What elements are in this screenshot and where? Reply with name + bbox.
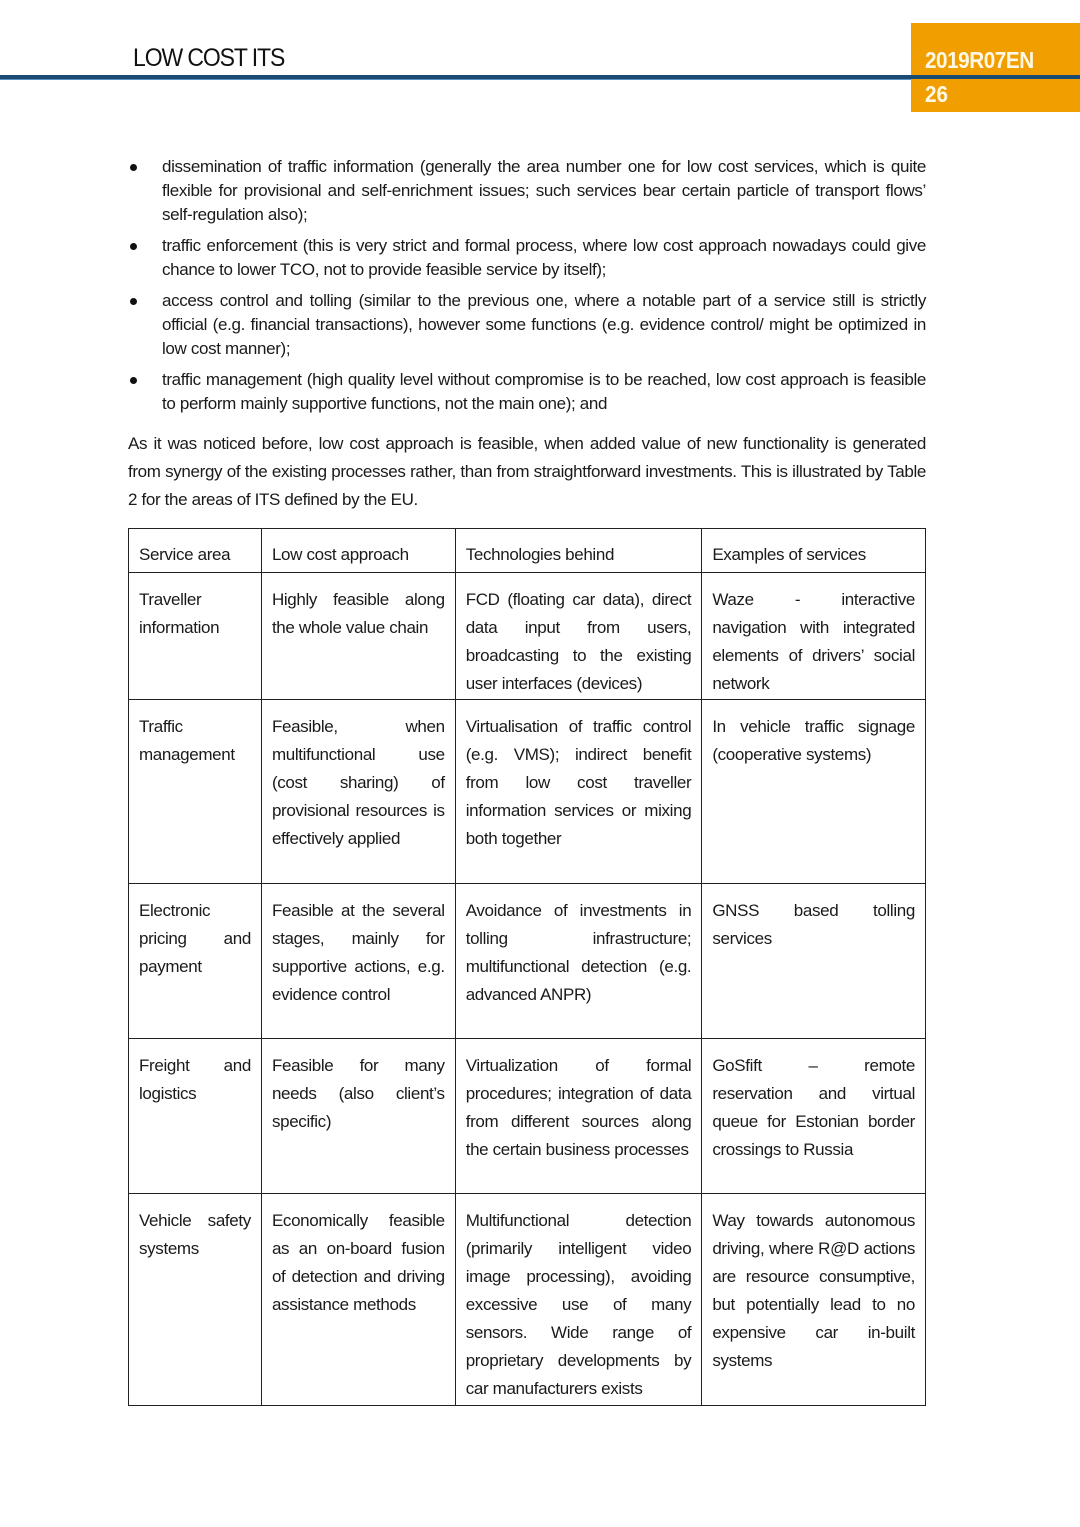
bullet-item [128, 155, 926, 227]
cell-examples: Way towards autonomous driving, where R@D actions are resource consumptive, but potentially lead to no expensive car in-built systems [702, 1194, 926, 1406]
cell-examples: Waze - interactive navigation with integrated elements of drivers’ social network [702, 573, 926, 700]
bullet-text: traffic enforcement (this is very strict and formal process, where low cost approach nowadays could give chance to lower TCO, not to provide feasible service by itself); [162, 236, 926, 279]
table-header-row [129, 529, 926, 573]
body-paragraph: As it was noticed before, low cost approach is feasible, when added value of new functionality is generated from synergy of the existing processes rather, than from straightforward investments. This is illustrated by Table 2 for the areas of ITS defined by the EU. [128, 434, 926, 509]
cell-low-cost-approach: Feasible, when multifunctional use (cost sharing) of provisional resources is effectively applied [261, 700, 455, 884]
cell-low-cost-approach: Feasible at the several stages, mainly for supportive actions, e.g. evidence control [261, 884, 455, 1039]
cell-low-cost-approach: Feasible for many needs (also client’s specific) [261, 1039, 455, 1194]
cell-technologies: Virtualisation of traffic control (e.g. VMS); indirect benefit from low cost traveller information services or mixing both together [455, 700, 702, 884]
table-row [129, 573, 926, 700]
cell-service-area: Freight and logistics [129, 1039, 262, 1194]
cell-examples: GoSfift – remote reservation and virtual queue for Estonian border crossings to Russia [702, 1039, 926, 1194]
bullet-icon [130, 298, 137, 305]
bullet-icon [130, 243, 137, 250]
cell-service-area: Traveller information [129, 573, 262, 700]
column-header-service-area: Service area [129, 529, 262, 573]
cell-service-area: Vehicle safety systems [129, 1194, 262, 1406]
bullet-item [128, 368, 926, 416]
cell-low-cost-approach: Economically feasible as an on-board fusion of detection and driving assistance methods [261, 1194, 455, 1406]
document-title: LOW COST ITS [133, 44, 285, 72]
bullet-item [128, 234, 926, 282]
column-header-examples: Examples of services [702, 529, 926, 573]
cell-examples: In vehicle traffic signage (cooperative systems) [702, 700, 926, 884]
bullet-text: access control and tolling (similar to the previous one, where a notable part of a service still is strictly official (e.g. financial transactions), however some functions (e.g. evidence control/ might be optimized in low cost manner); [162, 291, 926, 358]
document-code: 2019R07EN [925, 47, 1034, 73]
bullet-icon [130, 164, 137, 171]
cell-service-area: Traffic management [129, 700, 262, 884]
its-service-table [128, 528, 926, 1406]
page-badge [911, 23, 1080, 112]
table-row [129, 700, 926, 884]
column-header-technologies: Technologies behind [455, 529, 702, 573]
bullet-item [128, 289, 926, 361]
cell-technologies: Virtualization of formal procedures; integration of data from different sources along the certain business processes [455, 1039, 702, 1194]
cell-technologies: Multifunctional detection (primarily intelligent video image processing), avoiding excessive use of many sensors. Wide range of proprietary developments by car manufacturers exists [455, 1194, 702, 1406]
table-row [129, 1194, 926, 1406]
table-row [129, 884, 926, 1039]
table-row [129, 1039, 926, 1194]
cell-examples: GNSS based tolling services [702, 884, 926, 1039]
bullet-icon [130, 377, 137, 384]
bullet-text: dissemination of traffic information (generally the area number one for low cost services, which is quite flexible for provisional and self-enrichment issues; such services bear certain particle of transport flows’ self-regulation also); [162, 157, 926, 224]
cell-service-area: Electronic pricing and payment [129, 884, 262, 1039]
bullet-list [128, 155, 926, 416]
body-content [128, 155, 926, 531]
column-header-low-cost-approach: Low cost approach [261, 529, 455, 573]
cell-technologies: Avoidance of investments in tolling infrastructure; multifunctional detection (e.g. advanced ANPR) [455, 884, 702, 1039]
badge-rule [911, 75, 1080, 79]
cell-technologies: FCD (floating car data), direct data input from users, broadcasting to the existing user interfaces (devices) [455, 573, 702, 700]
page-number: 26 [925, 81, 949, 107]
bullet-text: traffic management (high quality level without compromise is to be reached, low cost approach is feasible to perform mainly supportive functions, not the main one); and [162, 370, 926, 413]
cell-low-cost-approach: Highly feasible along the whole value chain [261, 573, 455, 700]
